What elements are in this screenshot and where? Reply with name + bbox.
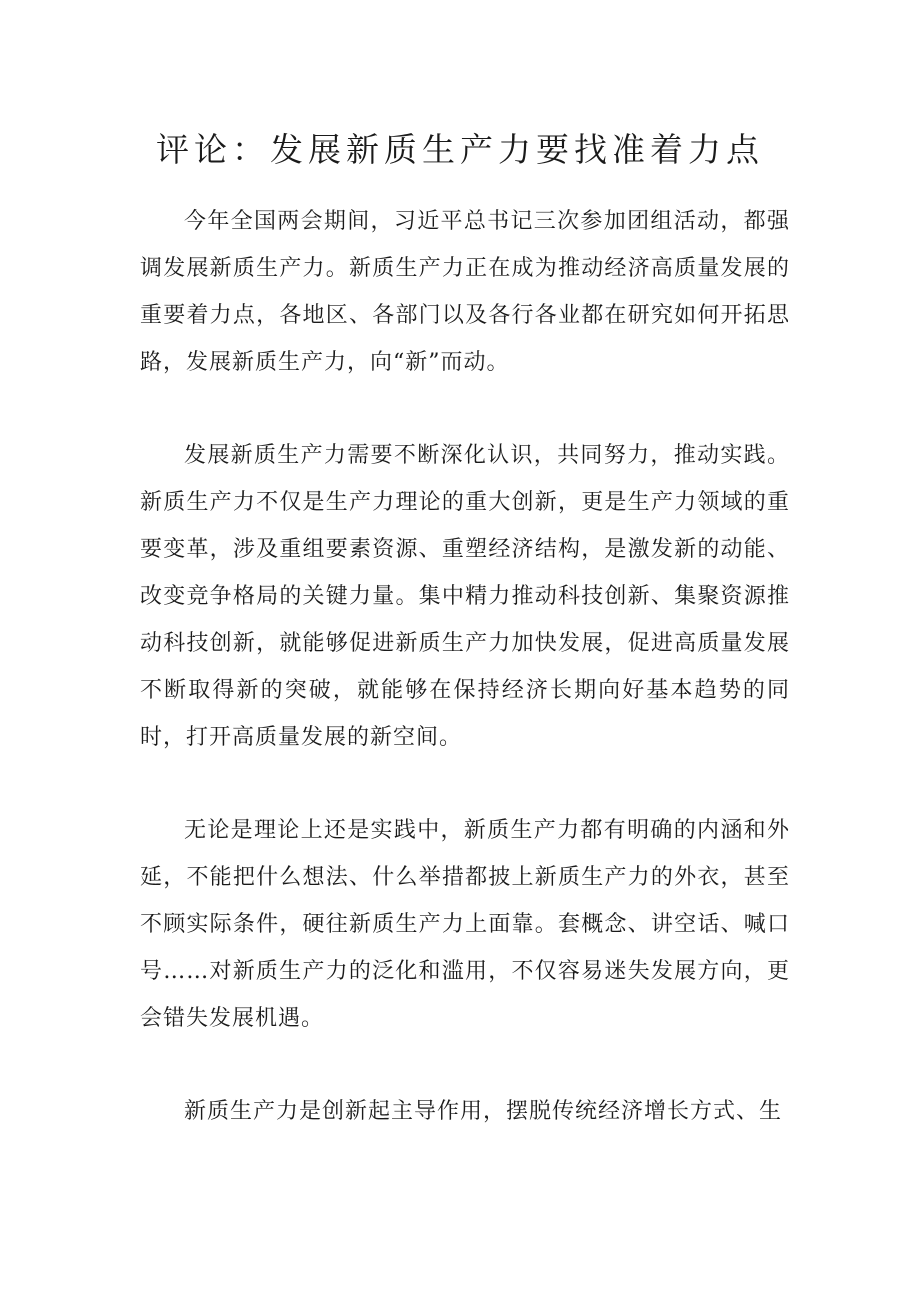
- paragraph-3: 无论是理论上还是实践中，新质生产力都有明确的内涵和外延，不能把什么想法、什么举措都披上新质生产力的外衣，甚至不顾实际条件，硬往新质生产力上面靠。套概念、讲空话、喊口号……对新质生产力的泛化和滥用，不仅容易迷失发展方向，更会错失发展机遇。: [140, 818, 790, 1031]
- document-title: 评论：发展新质生产力要找准着力点: [156, 130, 764, 169]
- paragraph-1: 今年全国两会期间，习近平总书记三次参加团组活动，都强调发展新质生产力。新质生产力正在成为推动经济高质量发展的重要着力点，各地区、各部门以及各行各业都在研究如何开拓思路，发展新质生产力，向“新”而动。: [140, 209, 790, 375]
- document-body: [140, 198, 790, 1181]
- paragraph-4: 新质生产力是创新起主导作用，摆脱传统经济增长方式、生: [184, 1099, 783, 1124]
- paragraph-2: 发展新质生产力需要不断深化认识，共同努力，推动实践。新质生产力不仅是生产力理论的重大创新，更是生产力领域的重要变革，涉及重组要素资源、重塑经济结构，是激发新的动能、改变竞争格局的关键力量。集中精力推动科技创新、集聚资源推动科技创新，就能够促进新质生产力加快发展，促进高质量发展不断取得新的突破，就能够在保持经济长期向好基本趋势的同时，打开高质量发展的新空间。: [140, 443, 790, 750]
